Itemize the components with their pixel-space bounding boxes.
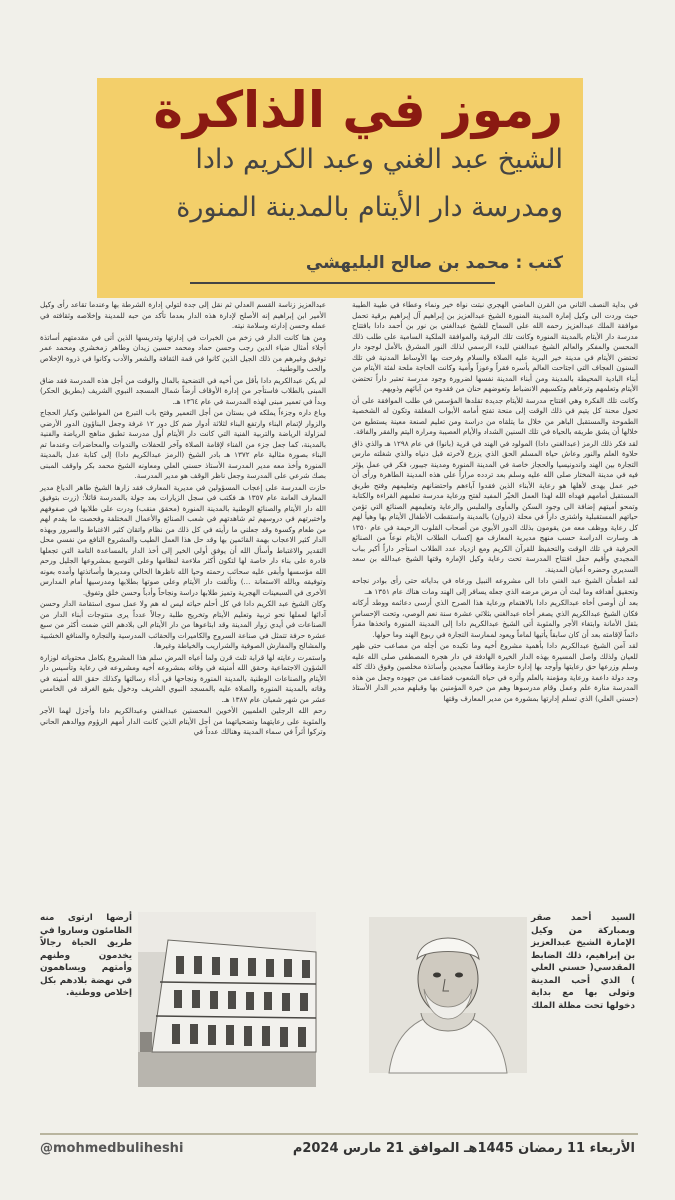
author-handle[interactable]: @mohmedbuliheshi — [40, 1141, 184, 1156]
page-title: رموز في الذاكرة — [153, 81, 563, 139]
article-paragraph: لقد آمن الشيخ عبدالكريم دادا بأهمية مشروع أخيه وما تكبده من أجله من مصاعب حتى ظهر للعيان ولذلك واصل المسيرة بهذه الدار الخيرة الهادفة في دار هجرة المصطفى صلى الله عليه وسلم وزرعها حق رعايتها وأوجد بها إدارة حازمة وطاقماً مجيدين وأساتذة مخلصين وفوق ذلك كله وجد دولة داعمة ورعاية ومؤمنة بالعلم وأثره في حياة الشعوب فضاعف من جهوده وجعل من هذه المدرسة منارة علم وعمل وقام مدرسوها وهم من خيرة المؤمنين بها وقبلهم مدير الدار الأستاذ (حسني العلي) الذي تسلم إدارتها بمشورة من مدير المعارف وقتها — [352, 641, 638, 703]
building-photo — [138, 912, 316, 1087]
caption-right: السيد أحمد صقر وبمباركة من وكيل الإمارة الشيخ عبدالعزيز بن إبراهيم، ذلك الضابط المقدسي( حسني العلي ) الذي أحب المدينة وتولى بها مع بداية دخولها تحت مظلة الملك — [531, 913, 635, 1011]
article-paragraph: وباع داره وجزءاً يملكه في بستان من أجل التعمير وفتح باب التبرع من المواطنين وكبار الحجاج والزوار لإتمام البناء وارتفع البناء لثلاثة أدوار ضم كل دور ١٢ غرفة وجعل البناؤون الدور الأرضي لمزاولة الرياضة والتربية الفنية التي كانت دار الأيتام أول مدرسة تطبق مناهج الرياضة والفنية بالمدينة، كما جعل جزء من الفناء لإقامة الصلاة وآخر للحفلات والندوات والمحاضرات وعندما تم البناء بصورة مثالية عام ١٣٧٢ هـ بادر الشيخ (الرمز عبدالكريم دادا) إلى كتابة عدل بالمدينة المنورة وأخذ معه مدير المدرسة الأستاذ حسني العلي ومعاونه الشيخ محمد بكر واوقف المبنى بصك شرعي على المدرسة وجعل ناظر الوقف هو مدير المدرسة. — [40, 408, 326, 480]
article-column-left — [40, 300, 326, 736]
article-paragraph: وكان الشيخ عبد الكريم دادا في كل أحلم حياته ليس له هم ولا عمل سوى استقامة الدار وحسن آدائها لعملها نحو تربية وتعليم الأيتام وتخريج طلبة رجالاً عدداً يرى منتوجات أبناء الدار من الصناعات في أيدي زوار المدينة وقد ابتاعوها من دار الأيتام الى بلادهم التي ضمت أكثر من سبع عشرة حرفة تتمثل في صناعة السروج والكاميرات والحقائب المدرسية والنجارة والمنافع الخشبية والمشالح والمفارش الصوفية والشراريب والخياطة وغيرها. — [40, 599, 326, 650]
article-paragraph: بعد أن أوصى أخاه عبدالكريم دادا بالاهتمام ورعاية هذا الصرح الذي أرسى دعائمه ووطد أركانه فكان الشيخ عبدالكريم الذي يصغر أخاه عبدالغني بثلاثي عشرة سنة نعم الوصي، وتحت الإحساس بثقل الأمانة وابتغاء الأجر والمثوبة أتى الشيخ عبدالكريم دادا إلى المدينة المنورة واتخذها مقراً دائماً لإقامته بعد أن كان سابقاً يأتيها لماماً ويعود لممارسة التجارة في ربوع الهند وما حولها. — [352, 598, 638, 639]
article-paragraph: لقد فكر ذلك الرمز (عبدالغني دادا) المولود في الهند في قرية (بانوا) في عام ١٢٩٨ هـ والذي ذاق حلاوة العلم والنور وعاش حياة المسلم الحق الذي يزرع لآخرته قبل دنياه والذي شغلته مارس التجارة بين الهند واندونيسيا والحجاز خاصة في المدينة المنورة ومدينة جيبور، فكر في عمل يؤثر فيه في مدينة المختار صلى الله عليه وسلم بعد تردده مراراً على هذه المدينة الطاهرة ورأى أن خير عمل يهدى لأهلها هو رعاية الأبناء الذين فقدوا آباءهم واحتضانهم وتعليمهم وفتح طريق المستقبل أمامهم فهداه الله لهذا العمل الخيّر المفيد لفتح ورعاية مدرسة تعلمهم القراءة والكتابة وتمحو أميتهم إضافة الى وجود السكن والمأوى والملبس والرعاية وتعليمهم الصنائع التي تؤمن حياتهم المستقبلية واشترى داراً في محلة (ذروان) بالمدينة واستقطب الأطفال الأيتام بها وهيأ لهم كل رعاية ووظف معه من يقومون بذلك الدور الأبوي من أصحاب القلوب الرحيمة في عام ١٣٥٠ هـ وسارت الدراسة حسب منهج مديرية المعارف مع إكساب الطلاب الأيتام نوعاً من الصنائع الحرفية في تلك الوقت والتحفيظ للقرآن الكريم ومع ازدياد عدد الطلاب استأجر داراً أكبر بباب المجيدي وأقيم حفل افتتاح المدرسة تحت رعاية وكيل الإمارة وقتها الشيخ عبدالله بن سعد السديري وحضره أعيان المدينة. — [352, 438, 638, 574]
author-byline: كتب : محمد بن صالح البليهشي — [305, 253, 563, 273]
article-column-right — [352, 300, 638, 703]
article-paragraph: حازت المدرسة على إعجاب المسؤولين في مديرية المعارف فقد زارها الشيخ طاهر الدباغ مدير المعارف العامة عام ١٣٥٧ هـ فكتب في سجل الزيارات بعد جولة بالمدرسة قائلاً: (زرت بتوفيق الله دار الأيتام والصنائع الوطنية بالمدينة المنورة (محقق منقب) ودرت على طلابها في صفوفهم واختبرتهم في دروسهم ثم شاهدتهم في شعب الصنائع والأعمال المختلفة وفحصت ما يقدم لهم من طعام وكسوة وقد جعلني ما رأيته في كل ذلك من نظام واتقان كثير الاغتباط والسرور وبهذه الدار كثير الاعجاب بهمة القائمين بها وقد حل هذا العمل الطيب والمشروع النافع من نفسي محل التقدير والاغتباط وأسأل الله أن يوفق أولي الخير إلى أخذ الدار بالمساعدة التامة التي تجعلها قادرة على بناء دار خاصة لها لتكون أكثر ملاءمة لنظامها وعلى التوسع بمشروعها الجليل ورحم الله مؤسسها وأبقى عليه سحائب رحمته وحيا الله ناظرها الحالي ومديرها وأساتذتها وأمده بعونه وتوفيقه وبالله الاستعانة ...) وتألقت دار الأيتام وعلى صوتها بطلابها ومدرسيها أمام المدارس الأخرى في السبعينات الهجرية وتميز طلابها دراسة ونجاحاً وأدباً وحسن خلق وتفوق. — [40, 482, 326, 597]
subtitle-line-1: الشيخ عبد الغني وعبد الكريم دادا — [195, 144, 563, 175]
footer-divider — [40, 1133, 638, 1135]
author-underline — [190, 282, 495, 284]
article-paragraph: وكانت تلك الفكرة وهي افتتاح مدرسة للأيتام جديدة تقلدها المؤسس في طلب الموافقة على أن تحول محنة كل يتيم في ذلك الوقت إلى منحة تفتح أمامه الأبواب المغلقة وتكون له الشخصية الطموحة والمستقبل الباهر من خلال ما يتلقاه من دراسة ومن تعليم لصنعة معينة يستطيع من خلالها أن يشق طريقه بالحياة في تلك السنين الشداد والأيام العصيبة ومرارة اليتم والفقر والفاقة. — [352, 395, 638, 436]
article-paragraph: واستمرت رعايته لها قرابة ثلث قرن ولما أعياه المرض سلم هذا المشروع بكامل محتوياته لوزارة الشؤون الاجتماعية وحقق الله أمنيته في وفاته بمشروعه أخيه ومشروعه في رعاية وتأسيس دار الأيتام والصناعات الوطنية بالمدينة المنورة ونجاحها في أداء رسالتها وكذلك حقق الله أمنيته في وفاته بالمدينة المنورة والصلاة عليه بالمسجد النبوي الشريف ودخول بقيع الغرقد في الخامس عشر من شهر شعبان عام ١٣٨٧ هـ. — [40, 652, 326, 704]
building-illustration — [138, 912, 316, 1087]
article-paragraph: رحم الله الرجلين العلميين الأخوين المحسنين عبدالغني وعبدالكريم دادا وأجزل لهما الأجر والمثوبة على رعايتهما وتضحياتهما من أجل الأيتام الذين كانت الدار أمهم الرؤوم ووالدهم الحاني وتركوا أثراً في سماء المدينة وهنالك عدداً في — [40, 706, 326, 736]
publication-date: الأربعاء 11 رمضان 1445هـ الموافق 21 مارس 2024م — [292, 1141, 635, 1156]
article-paragraph: ومن هنا كانت الدار في زخم من الخبرات في إدارتها وتدريسها الذين أتى في مقدمتهم أساتذة أجلاء أمثال ضياء الدين رجب وحسن حماد ومحمد حسين زيدان وطاهر زمخشري ومحمد عمر توفيق وغيرهم من ذلك الجيل الذين كانوا في قمة الثقافة والشعر والأدب وكانوا في ذروة الإخلاص والحب والوطنية. — [40, 332, 326, 373]
portrait-illustration — [369, 917, 527, 1073]
article-body — [40, 300, 638, 736]
article-paragraph: عبدالعزيز زناسة القسم العدلي ثم نقل إلى جدة لتولي إدارة الشرطة بها وعندما تقاعد رأى وكيل الأمير ابن إبراهيم إنه الأصلح لإدارة هذه الدار بعدما تأكد من حبه للمدينة وإخلاصه وثقافته في عمله وحسن إدارته وسلامة نيته. — [40, 300, 326, 330]
article-paragraph: في بداية النصف الثاني من القرن الماضي الهجري نبتت نواة خير ونماء وعطاء في طيبة الطيبة حيث وردت الى وكيل إمارة المدينة المنورة الشيخ عبدالعزيز بن إبراهيم آل إبراهيم برقية تحمل موافقة الملك عبدالعزيز رحمه الله على السماح للشيخ عبدالغني بن نور بن أحمد دادا بافتتاح مدرسة دار الأيتام بالمدينة المنورة وكانت تلك البرقية والموافقة الملكية السامية على طلب ذلك المحسن والمفكر والعالم الشيخ عبدالغني للبدء الرسمي لذلك النور المشرق بالأمل لوجود دار تحتضن الأيتام في مدينة خير البرية عليه الصلاة والسلام وفرحت بها الأوساط المدنية في تلك السنون العجاف التي اجتاحت العالم بأسره فقراً وعوزاً وأمية وكانت الحاجة ملحة لفئة الأيتام من أبناء البادية المحيطة بالمدينة ومن أبناء المدينة نفسها لضرورة وجود مدرسة تعتبر داراً تحتضن الأيتام وتعلمهم وترعاهم وتكسبهم الانضباط وتعوضهم حنان من فقدوه من آبائهم وذويهم. — [352, 300, 638, 393]
article-paragraph: لقد اطمأن الشيخ عبد الغني دادا الى مشروعه النبيل ورعاه في بداياته حتى رأى بوادر نجاحه وتحقيق أهدافه وما لبث أن مرض مرضه الذي جعله يسافر إلى الهند ومات هناك عام ١٣٥١ هـ. — [352, 576, 638, 596]
article-paragraph: لم يكن عبدالكريم دادا بأقل من أخيه في التضحية بالمال والوقت من أجل هذه المدرسة فقد ضاق المبنى بالطلاب فاستأجر من إدارة الأوقاف أرضاً شمال المسجد النبوي الشريف (بطريق الحكر) وبدأ في تعمير مبنى لهذه المدرسة في عام ١٣٦٤ هـ. — [40, 375, 326, 406]
portrait-photo — [369, 917, 527, 1073]
subtitle-line-2: ومدرسة دار الأيتام بالمدينة المنورة — [176, 192, 563, 223]
caption-left: أرضها ارتوى منه الظامئون وساروا في طريق الحياة رجالاً يخدمون وطنهم وأمتهم ويساهمون في نهضة بلادهم بكل إخلاص ووطنية. — [39, 913, 132, 998]
